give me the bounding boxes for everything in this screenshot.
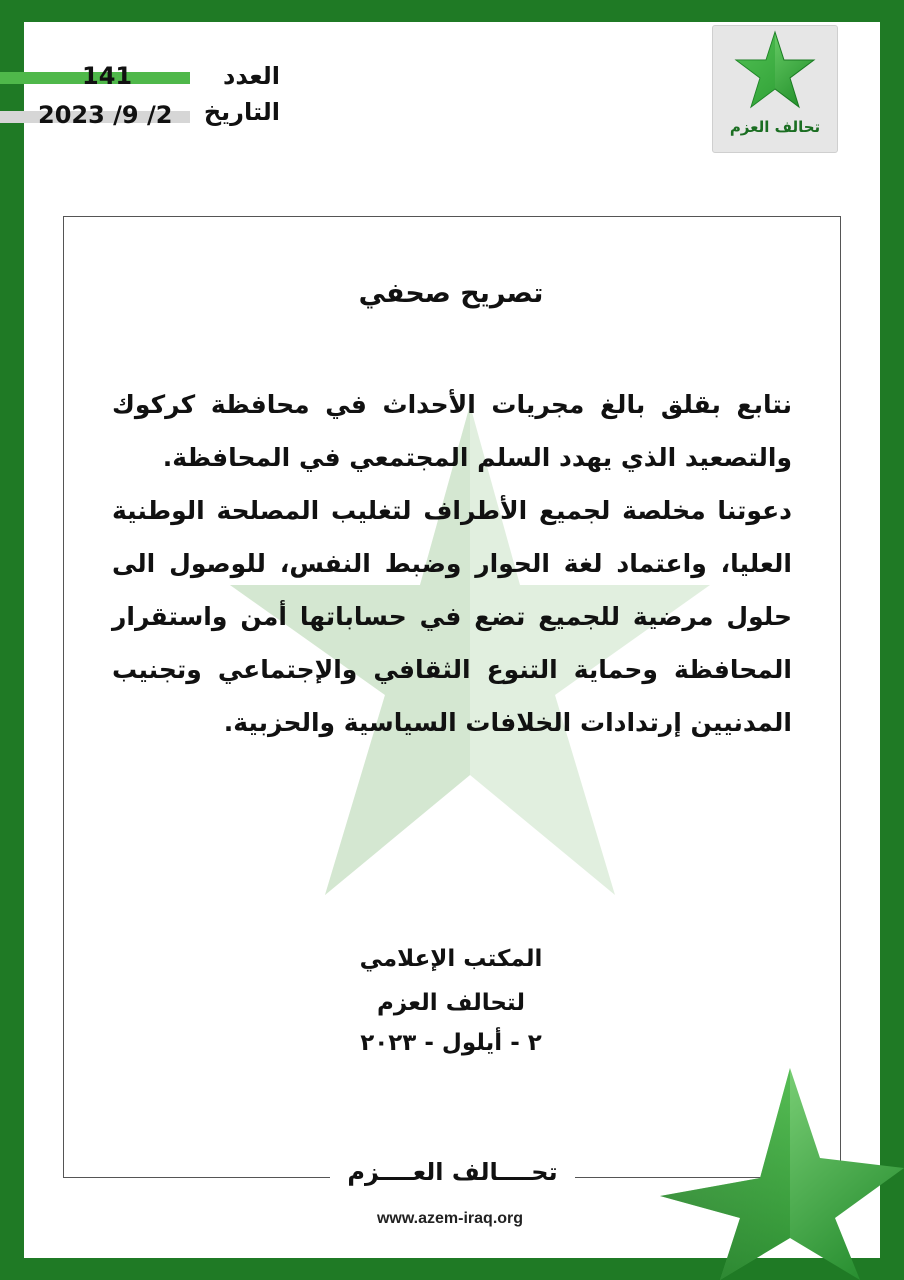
corner-star-icon	[660, 1068, 904, 1280]
issue-label: العدد	[223, 62, 280, 90]
issue-number: 141	[82, 62, 133, 90]
star-logo-icon	[713, 26, 837, 118]
footer-brand: تحــــالف العــــزم	[330, 1158, 575, 1186]
statement-paragraph: دعوتنا مخلصة لجميع الأطراف لتغليب المصلحة الوطنية العليا، واعتماد لغة الحوار وضبط النفس، للوصول الى حلول مرضية للجميع تضع في حساباتها أمن واستقرار المحافظة وحماية التنوع الثقافي والإجتماعي وتجنيب المدنيين إرتدادات الخلافات السياسية والحزبية.	[112, 496, 792, 737]
logo-text: تحالف العزم	[729, 118, 821, 136]
footer-brand-wrap	[330, 1158, 575, 1188]
statement-body	[112, 378, 792, 749]
frame-top	[0, 0, 904, 22]
statement-title: تصريح صحفي	[358, 278, 544, 309]
logo	[712, 25, 838, 153]
issue-date: 2023 /9 /2	[38, 101, 173, 129]
statement-paragraph: نتابع بقلق بالغ مجريات الأحداث في محافظة كركوك والتصعيد الذي يهدد السلم المجتمعي في المحافظة.	[112, 390, 792, 472]
website-link[interactable]: www.azem-iraq.org	[376, 1210, 524, 1227]
signature-org: لتحالف العزم	[377, 990, 525, 1016]
signature-office: المكتب الإعلامي	[359, 946, 543, 972]
signature-date: ٢ - أيلول - ٢٠٢٣	[360, 1030, 542, 1056]
frame-left	[0, 0, 24, 1280]
date-label: التاريخ	[203, 98, 280, 126]
